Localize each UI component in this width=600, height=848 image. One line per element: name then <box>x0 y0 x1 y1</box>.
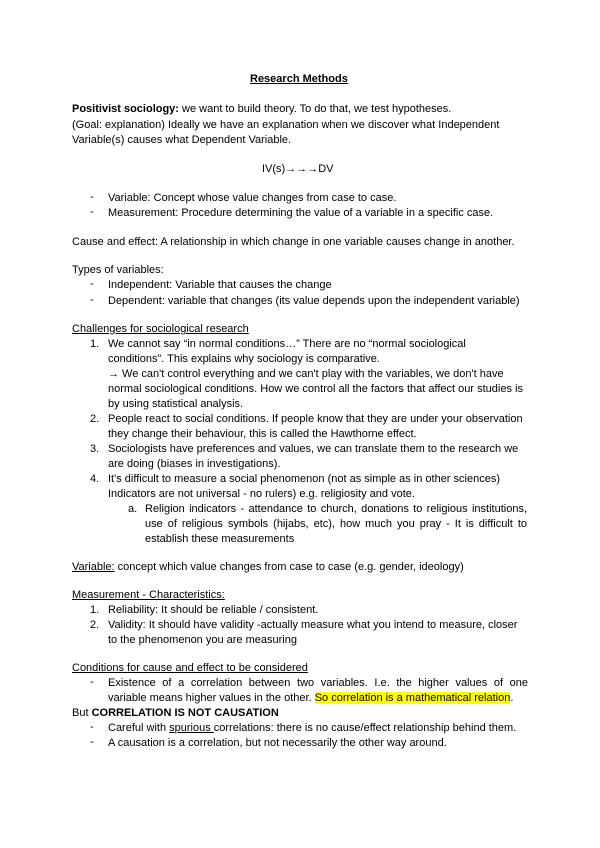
list-number: 2. <box>90 413 100 425</box>
bullet-dash: - <box>90 278 94 290</box>
bullet-dash: - <box>90 191 94 203</box>
intro-line-1 <box>72 102 451 116</box>
bullet-dash: - <box>90 736 94 748</box>
condition-causation: A causation is a correlation, but not necessarily the other way around. <box>108 737 447 749</box>
measurement-reliability: Reliability: It should be reliable / consistent. <box>108 604 319 616</box>
highlighted-correlation-text: So correlation is a mathematical relation <box>314 692 511 704</box>
variable-text: concept which value changes from case to case (e.g. gender, ideology) <box>114 561 464 573</box>
challenges-heading: Challenges for sociological research <box>72 323 249 335</box>
bullet-dash: - <box>90 721 94 733</box>
religion-indicators-line-1: Religion indicators - attendance to church, donations to religious institutions, <box>145 503 527 515</box>
but-prefix: But <box>72 707 92 719</box>
bullet-dash: - <box>90 676 94 688</box>
bullet-dash: - <box>90 206 94 218</box>
challenge-4-line-2: Indicators are not universal - no rulers) e.g. religiosity and vote. <box>108 488 415 500</box>
challenge-1-line-3: → We can't control everything and we can't play with the variables, we don't have <box>108 368 504 380</box>
list-number: 4. <box>90 473 100 485</box>
conditions-heading: Conditions for cause and effect to be considered <box>72 662 308 674</box>
sub-list-letter: a. <box>128 503 138 515</box>
spurious-rest: correlations: there is no cause/effect relationship behind them. <box>213 722 517 734</box>
challenge-3-line-2: are doing (biases in investigations). <box>108 458 281 470</box>
challenge-1-line-5: by using statistical analysis. <box>108 398 244 410</box>
positivist-text: we want to build theory. To do that, we test hypotheses. <box>178 103 452 115</box>
positivist-label: Positivist sociology: <box>72 103 179 115</box>
condition-1-text: variable means higher values in the other. <box>108 692 315 704</box>
type-dependent: Dependent: variable that changes (its value depends upon the independent variable) <box>108 295 520 307</box>
condition-1-line-2 <box>108 691 513 705</box>
list-number: 1. <box>90 604 100 616</box>
religion-indicators-line-2: use of religious symbols (hijabs, etc), how much you pray - It is difficult to <box>145 518 527 530</box>
type-independent: Independent: Variable that causes the change <box>108 279 332 291</box>
definition-measurement: Measurement: Procedure determining the value of a variable in a specific case. <box>108 207 494 219</box>
condition-1-period: . <box>510 692 514 704</box>
intro-line-3: Variable(s) causes what Dependent Variable. <box>72 134 292 146</box>
challenge-3-line-1: Sociologists have preferences and values, we can translate them to the research we <box>108 443 519 455</box>
spurious-word: spurious <box>169 722 214 734</box>
cause-effect-definition: Cause and effect: A relationship in which change in one variable causes change in another. <box>72 236 515 248</box>
challenge-2-line-1: People react to social conditions. If people know that they are under your observation <box>108 413 523 425</box>
measurement-validity-line-1: Validity: It should have validity -actually measure what you intend to measure, closer <box>108 619 518 631</box>
challenge-1-line-2: conditions”. This explains why sociology is comparative. <box>108 353 380 365</box>
list-number: 2. <box>90 619 100 631</box>
correlation-not-causation <box>72 706 279 720</box>
spurious-prefix: Careful with <box>108 722 170 734</box>
list-number: 3. <box>90 443 100 455</box>
list-number: 1. <box>90 338 100 350</box>
condition-1-line-1: Existence of a correlation between two variables. I.e. the higher values of one <box>108 677 528 689</box>
types-heading: Types of variables: <box>72 264 164 276</box>
page-title: Research Methods <box>250 73 348 85</box>
correlation-warning: CORRELATION IS NOT CAUSATION <box>91 707 279 719</box>
challenge-1-line-4: normal sociological conditions. How we control all the factors that affect our studies is <box>108 383 523 395</box>
variable-definition <box>72 560 464 574</box>
challenge-1-line-1: We cannot say “in normal conditions…” There are no “normal sociological <box>108 338 466 350</box>
religion-indicators-line-3: establish these measurements <box>145 533 295 545</box>
iv-dv-formula: IV(s)→→→DV <box>262 163 334 175</box>
variable-label: Variable: <box>72 561 115 573</box>
challenge-2-line-2: they change their behaviour, this is called the Hawthorne effect. <box>108 428 417 440</box>
definition-variable: Variable: Concept whose value changes from case to case. <box>108 192 397 204</box>
intro-line-2: (Goal: explanation) Ideally we have an explanation when we discover what Independent <box>72 119 500 131</box>
bullet-dash: - <box>90 294 94 306</box>
challenge-4-line-1: It's difficult to measure a social phenomenon (not as simple as in other sciences) <box>108 473 500 485</box>
condition-spurious <box>108 721 516 735</box>
measurement-heading: Measurement - Characteristics: <box>72 589 225 601</box>
measurement-validity-line-2: to the phenomenon you are measuring <box>108 634 297 646</box>
